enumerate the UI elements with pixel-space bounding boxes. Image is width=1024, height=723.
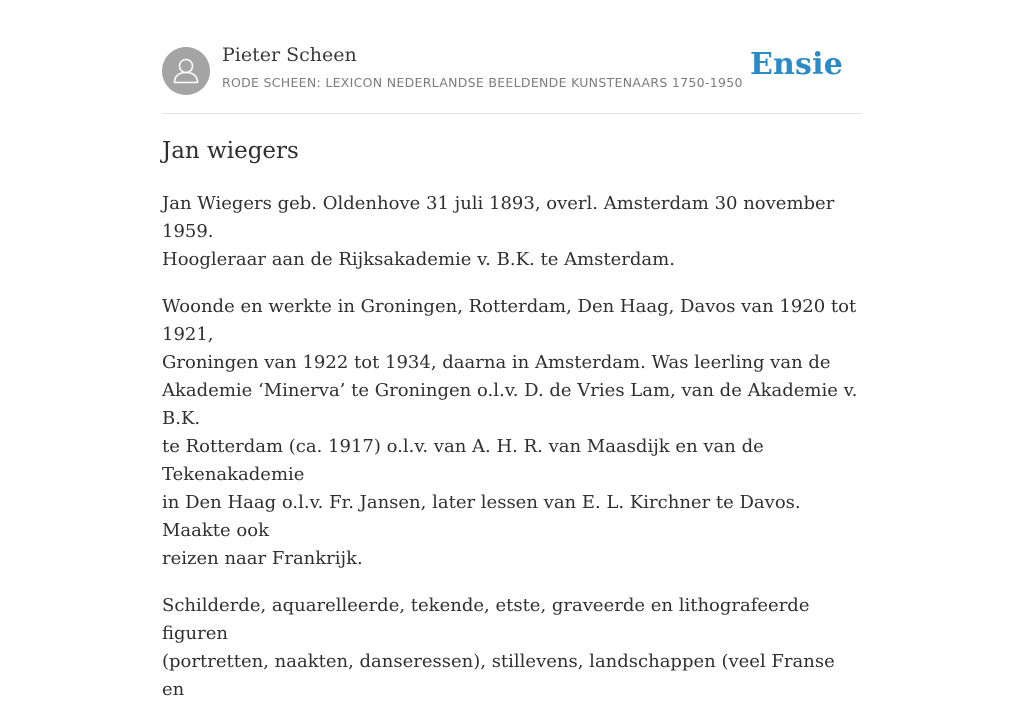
paragraph: Woonde en werkte in Groningen, Rotterdam, Den Haag, Davos van 1920 tot 1921, Groningen van 1922 tot 1934, daarna in Amsterdam. Was leerling van de Akademie ‘Minerva’ te Groningen o.l.v. D. de Vries Lam, van de Akademie v. B.K. te Rotterdam (ca. 1917) o.l.v. van A. H. R. van Maasdijk en van de Tekenakademie in Den Haag o.l.v. Fr. Jansen, later lessen van E. L. Kirchner te Davos. Maakte ook reizen naar Frankrijk. [162,296,858,569]
paragraph: Schilderde, aquarelleerde, tekende, etste, graveerde en lithografeerde figuren (portretten, naakten, danseressen), stillevens, landschappen (veel Franse en [162,595,835,700]
author-avatar[interactable] [162,47,210,95]
article-container [162,0,862,700]
source-title[interactable]: RODE SCHEEN: LEXICON NEDERLANDSE BEELDENDE KUNSTENAARS 1750-1950 [222,75,743,90]
page-title: Jan wiegers [162,138,299,164]
user-silhouette-icon [162,47,210,95]
ensie-logo[interactable]: Ensie [749,47,843,82]
article-body [162,190,862,723]
article-header [162,0,862,114]
paragraph: Jan Wiegers geb. Oldenhove 31 juli 1893, overl. Amsterdam 30 november 1959. Hoogleraar aan de Rijksakademie v. B.K. te Amsterdam. [162,193,835,270]
author-name[interactable]: Pieter Scheen [222,44,357,66]
